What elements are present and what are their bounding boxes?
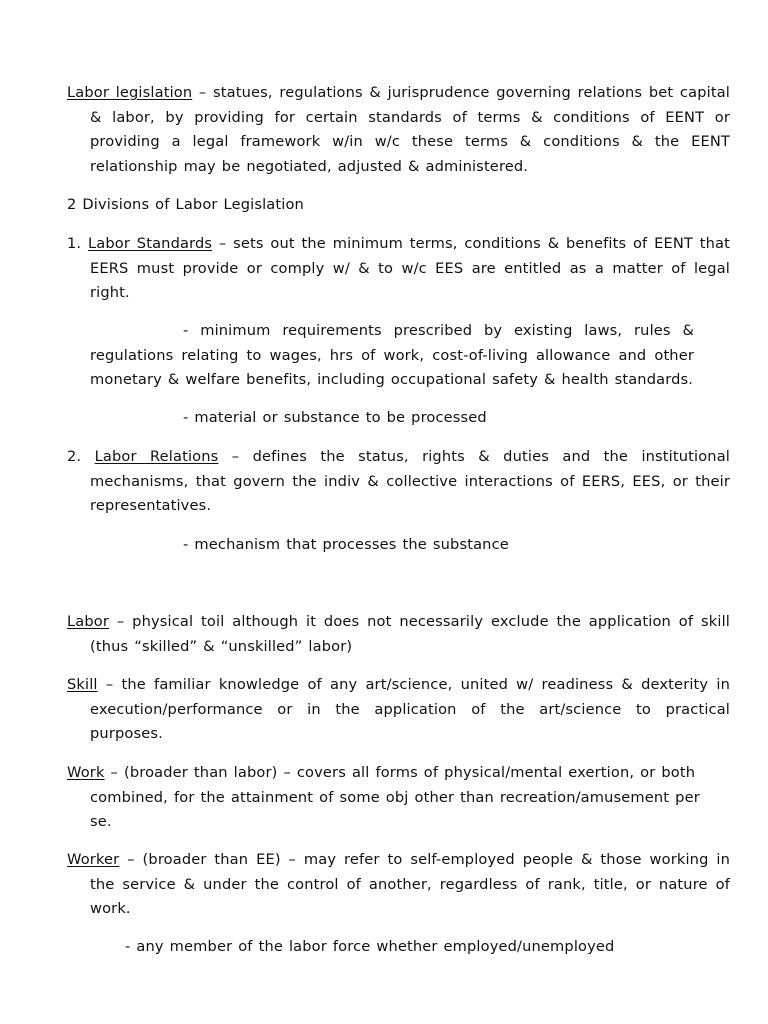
labor-standards-number: 1. (67, 235, 88, 252)
labor-standards-text: – sets out the minimum terms, conditions & benefits of EENT that EERS must provide or comply w/ & to w/c EES are entitled as a matter of legal right. (90, 235, 730, 301)
labor-text: – physical toil although it does not necessarily exclude the application of skill (thus “skilled” & “unskilled” labor) (90, 613, 730, 655)
labor-legislation-definition (67, 81, 730, 179)
term-labor-legislation: Labor legislation (67, 84, 193, 101)
term-labor-standards: Labor Standards (88, 235, 213, 252)
labor-standards-note-1: - minimum requirements prescribed by existing laws, rules & regulations relating to wages, hrs of work, cost-of-living allowance and other monetary & welfare benefits, including occupational safety & health standards. (90, 322, 694, 388)
labor-standards-definition (67, 232, 730, 306)
worker-note: - any member of the labor force whether employed/unemployed (125, 938, 615, 955)
term-work: Work (67, 764, 105, 781)
term-worker: Worker (67, 851, 120, 868)
labor-relations-note: - mechanism that processes the substance (183, 536, 509, 553)
labor-relations-text: – defines the status, rights & duties and the institutional mechanisms, that govern the indiv & collective interactions of EERS, EES, or their representatives. (90, 448, 730, 514)
worker-text: – (broader than EE) – may refer to self-employed people & those working in the service & under the control of another, regardless of rank, title, or nature of work. (90, 851, 730, 917)
labor-definition (67, 610, 730, 659)
skill-text: – the familiar knowledge of any art/science, united w/ readiness & dexterity in execution/performance or in the application of the art/science to practical purposes. (90, 676, 730, 742)
term-labor-relations: Labor Relations (94, 448, 219, 465)
worker-definition (67, 848, 730, 922)
labor-relations-definition (67, 445, 730, 519)
labor-legislation-text: – statues, regulations & jurisprudence governing relations bet capital & labor, by providing for certain standards of terms & conditions of EENT or providing a legal framework w/in w/c these terms & conditions & the EENT relationship may be negotiated, adjusted & administered. (90, 84, 730, 175)
skill-definition (67, 673, 730, 747)
work-definition (67, 761, 705, 835)
work-text: – (broader than labor) – covers all forms of physical/mental exertion, or both combined, for the attainment of some obj other than recreation/amusement per se. (90, 764, 700, 830)
term-skill: Skill (67, 676, 98, 693)
divisions-heading: 2 Divisions of Labor Legislation (67, 196, 304, 213)
labor-relations-number: 2. (67, 448, 95, 465)
labor-standards-note-2: - material or substance to be processed (183, 409, 487, 426)
term-labor: Labor (67, 613, 110, 630)
